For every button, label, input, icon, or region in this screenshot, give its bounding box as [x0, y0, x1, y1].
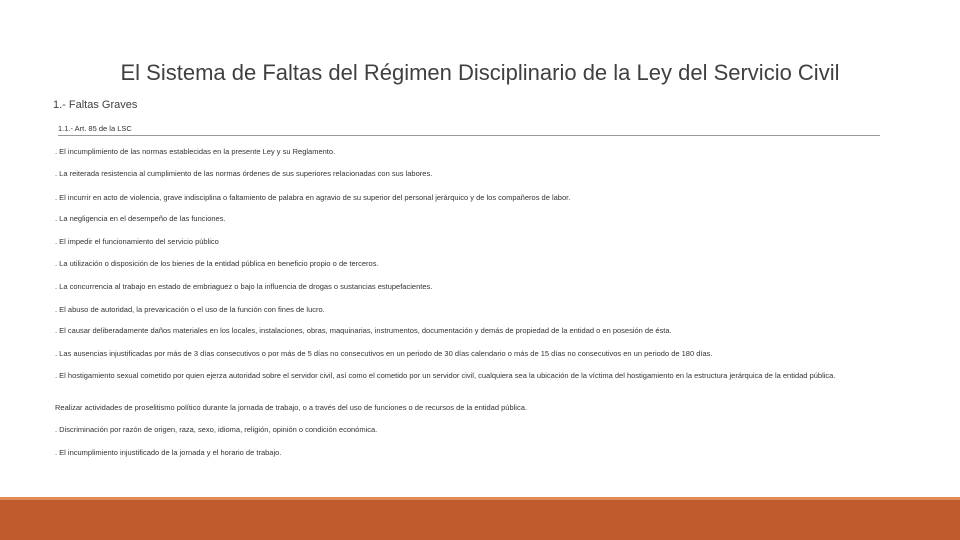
list-item: . La negligencia en el desempeño de las funciones.: [55, 214, 226, 223]
list-item: . La reiterada resistencia al cumplimiento de las normas órdenes de sus superiores relacionadas con sus labores.: [55, 169, 433, 178]
section-reference: 1.1.- Art. 85 de la LSC: [58, 124, 880, 136]
list-item: . El incumplimiento de las normas establecidas en la presente Ley y su Reglamento.: [55, 147, 336, 156]
list-item: . El impedir el funcionamiento del servicio público: [55, 237, 219, 246]
footer-bar: [0, 500, 960, 540]
list-item: . Las ausencias injustificadas por más de 3 días consecutivos o por más de 5 días no consecutivos en un periodo de 30 días calendario o más de 15 días no consecutivos en un periodo de 180 días.: [55, 349, 713, 358]
list-item: . El abuso de autoridad, la prevaricación o el uso de la función con fines de lucro.: [55, 305, 325, 314]
list-item: Realizar actividades de proselitismo político durante la jornada de trabajo, o a través del uso de funciones o de recursos de la entidad pública.: [55, 403, 527, 412]
list-item: . El hostigamiento sexual cometido por quien ejerza autoridad sobre el servidor civil, así como el cometido por un servidor civil, cualquiera sea la ubicación de la víctima del hostigamiento en la estructura jerárquica de la entidad pública.: [55, 371, 836, 380]
slide-title: El Sistema de Faltas del Régimen Disciplinario de la Ley del Servicio Civil: [120, 60, 840, 85]
list-item: . La utilización o disposición de los bienes de la entidad pública en beneficio propio o de terceros.: [55, 259, 379, 268]
list-item: . El incurrir en acto de violencia, grave indisciplina o faltamiento de palabra en agravio de su superior del personal jerárquico y de los compañeros de labor.: [55, 193, 571, 202]
list-item: . Discriminación por razón de origen, raza, sexo, idioma, religión, opinión o condición económica.: [55, 425, 378, 434]
list-item: . La concurrencia al trabajo en estado de embriaguez o bajo la influencia de drogas o sustancias estupefacientes.: [55, 282, 433, 291]
list-item: . El incumplimiento injustificado de la jornada y el horario de trabajo.: [55, 448, 282, 457]
list-item: . El causar deliberadamente daños materiales en los locales, instalaciones, obras, maquinarias, instrumentos, documentación y demás de propiedad de la entidad o en posesión de ésta.: [55, 326, 672, 335]
slide-subtitle: 1.- Faltas Graves: [53, 99, 138, 111]
